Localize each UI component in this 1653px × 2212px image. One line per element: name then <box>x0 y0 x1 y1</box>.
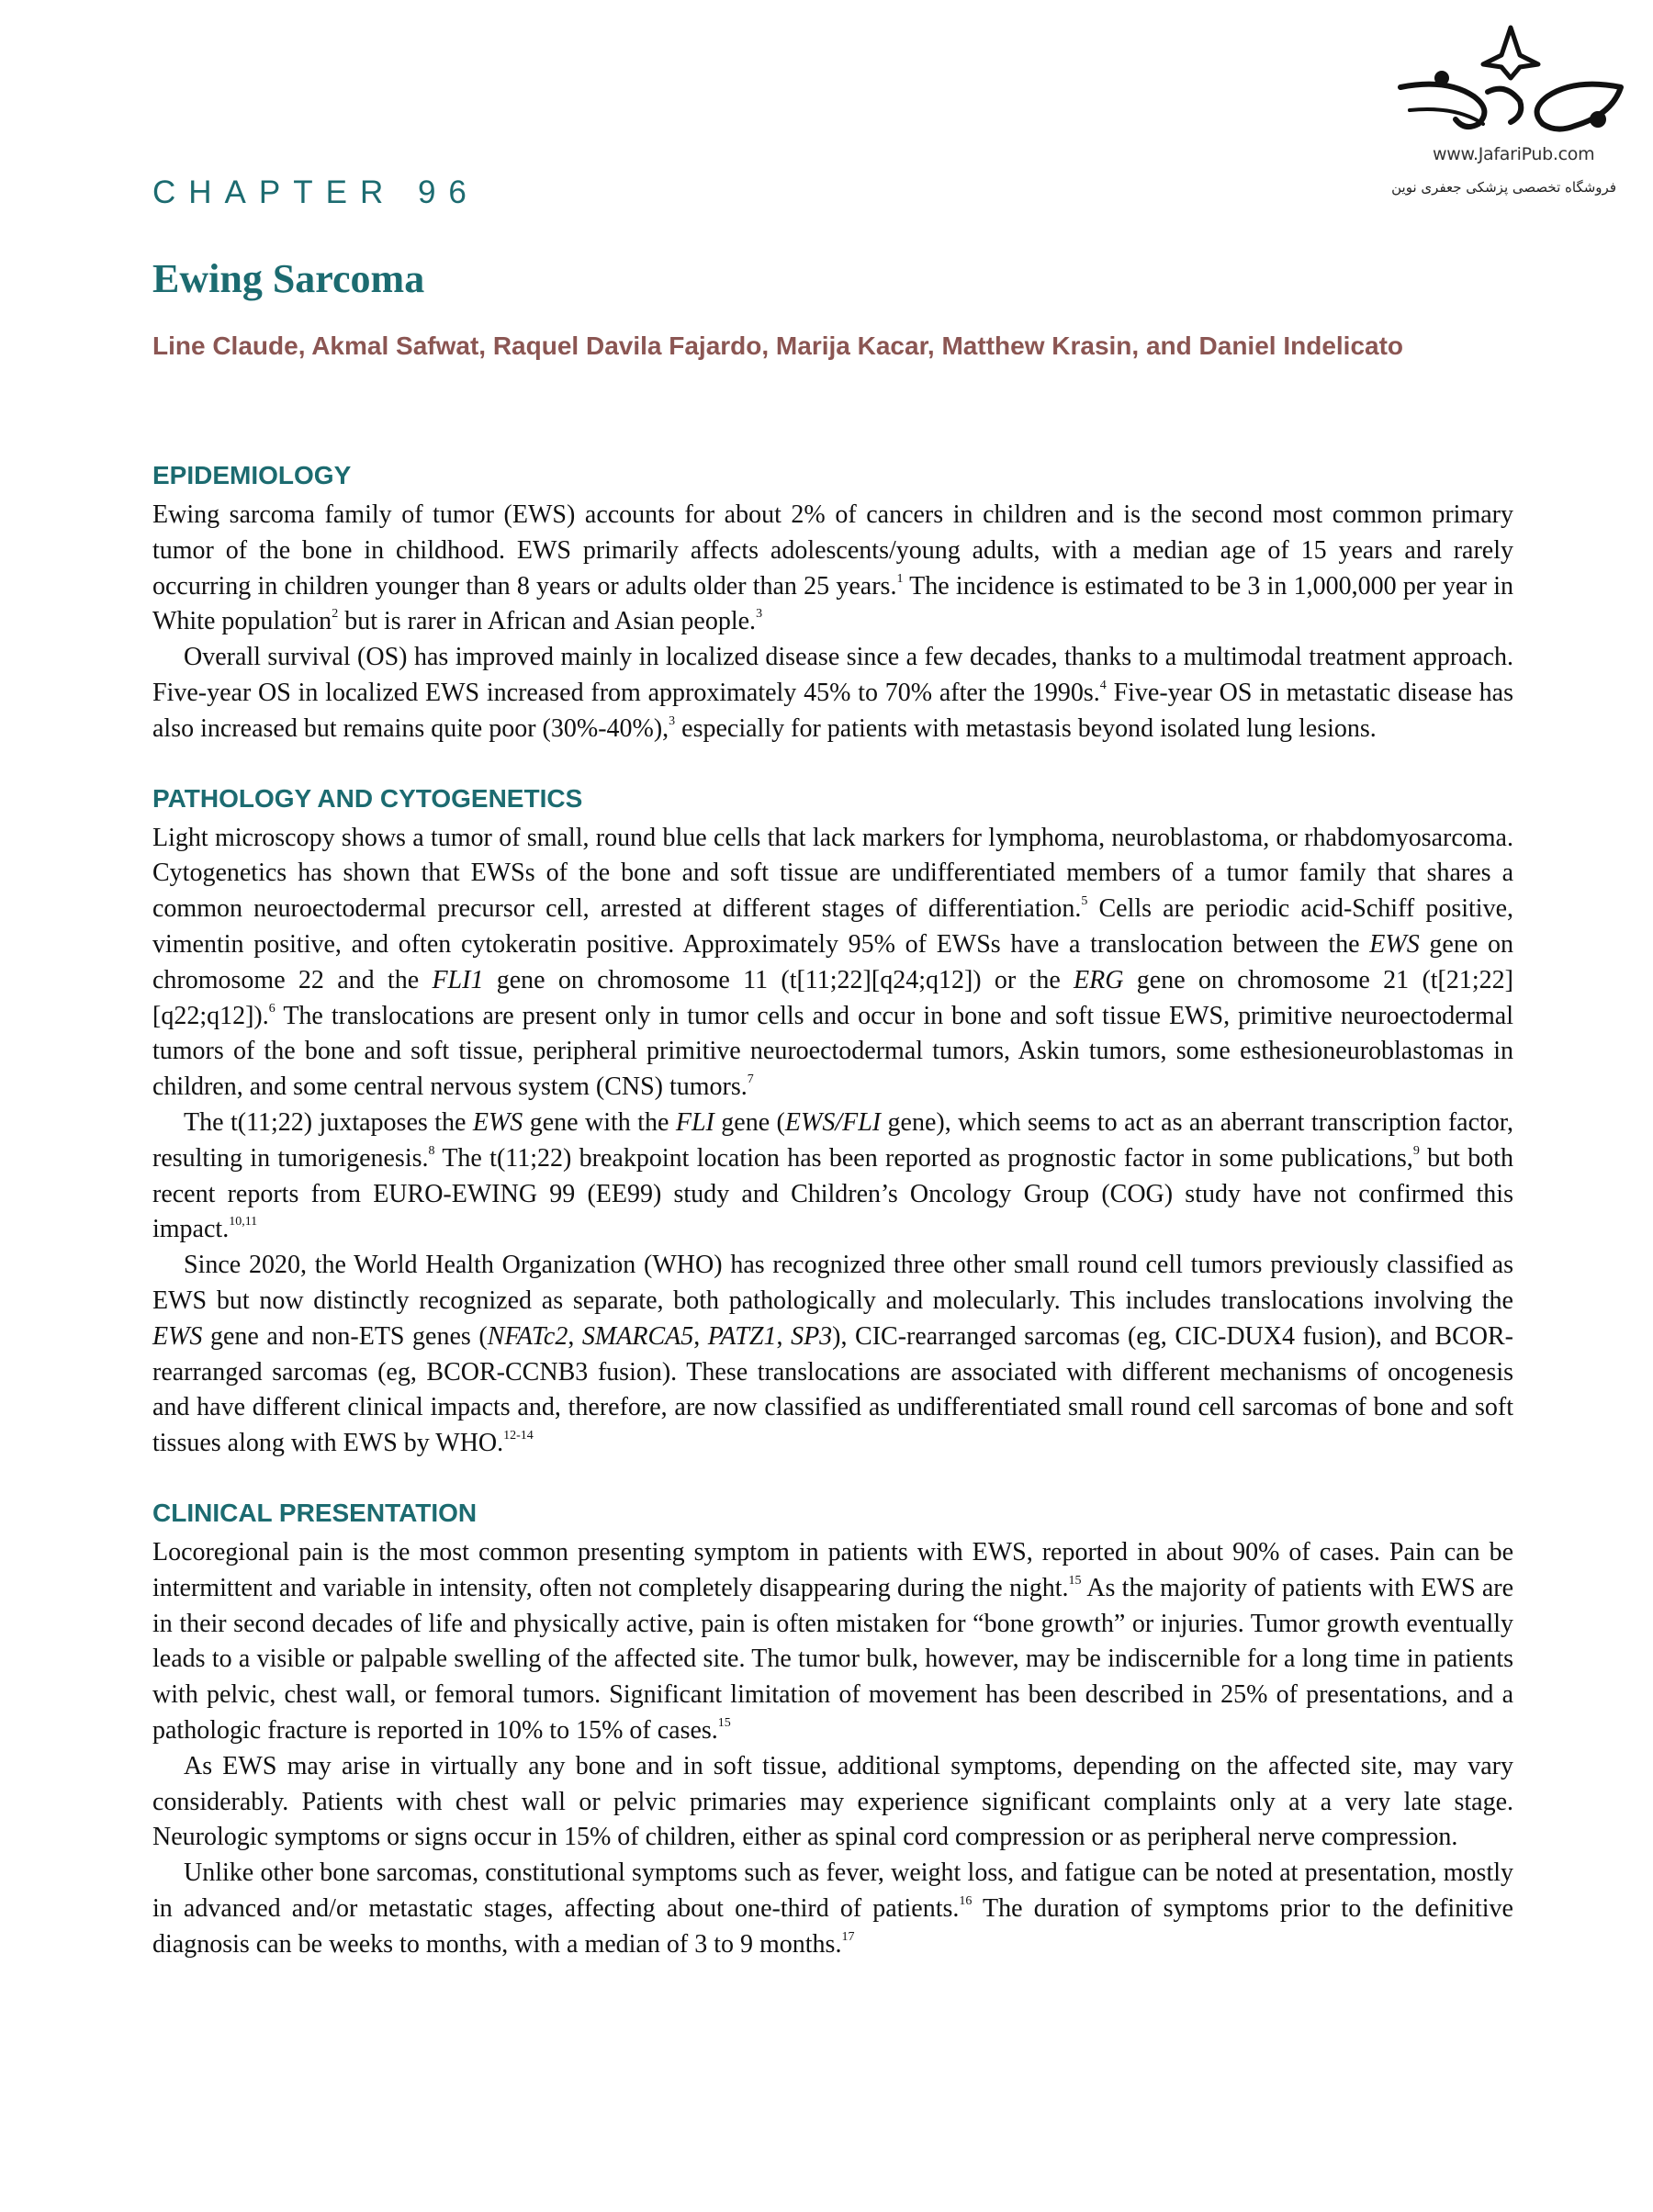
section-heading: EPIDEMIOLOGY <box>152 461 352 489</box>
citation-ref: 16 <box>959 1893 973 1908</box>
logo-url: www.JafariPub.com <box>1433 144 1595 164</box>
gene-name: FLI1 <box>432 965 484 994</box>
citation-ref: 5 <box>1081 894 1088 909</box>
section-epidemiology <box>152 459 1513 747</box>
gene-name: EWS <box>1369 929 1420 959</box>
paragraph: The t(11;22) juxtaposes the EWS gene with the FLI gene (EWS/FLI gene), which seems to act as an aberrant transcription factor, resulting in tumorigenesis.$^8$ The t(11;22) breakpoint location has been reported as prognostic factor in some publications,$^9$ but both recent reports from EURO-EWING 99 (EE99) study and Children’s Oncology Group (COG) study have not confirmed this impact.$^{10,11}$ <box>152 1107 1514 1244</box>
paragraph: Locoregional pain is the most common presenting symptom in patients with EWS, reported in about 90% of cases. Pain can be intermittent and variable in intensity, often not completely disappearing during the night.$^{15}$ As the majority of patients with EWS are in their second decades of life and physically active, pain is often mistaken for “bone growth” or injuries. Tumor growth eventually leads to a visible or palpable swelling of the affected site. The tumor bulk, however, may be indiscernible for a long time in patients with pelvic, chest wall, or femoral tumors. Significant limitation of movement has been described in 25% of presentations, and a pathologic fracture is reported in 10% to 15% of cases.$^{15}$ <box>152 1537 1513 1745</box>
citation-ref: 12-14 <box>503 1429 534 1443</box>
paragraph: Ewing sarcoma family of tumor (EWS) accounts for about 2% of cancers in children and is the second most common primary tumor of the bone in childhood. EWS primarily affects adolescents/young adults, with a median age of 15 years and rarely occurring in children younger than 8 years or adults older than 25 years.$^1$ The incidence is estimated to be 3 in 1,000,000 per year in White population$^2$ but is rarer in African and Asian people.$^3$ <box>152 500 1514 636</box>
logo-tagline: فروشگاه تخصصی پزشکی جعفری نوین <box>1391 179 1616 196</box>
gene-name: SP3 <box>791 1321 833 1351</box>
citation-ref: 4 <box>1099 678 1107 692</box>
section-clinical-presentation <box>152 1497 1513 1963</box>
citation-ref: 9 <box>1412 1143 1420 1158</box>
chapter-authors: Line Claude, Akmal Safwat, Raquel Davila Fajardo, Marija Kacar, Matthew Krasin, and Daniel Indelicato <box>152 331 1404 360</box>
gene-name: PATZ1 <box>707 1321 777 1351</box>
citation-ref: 7 <box>747 1072 754 1087</box>
gene-name: EWS <box>152 1321 203 1351</box>
paragraph: Since 2020, the World Health Organization (WHO) has recognized three other small round cell tumors previously classified as EWS but now distinctly recognized as separate, both pathologically and molecularly. This includes translocations involving the EWS gene and non-ETS genes (NFATc2, SMARCA5, PATZ1, SP3), CIC-rearranged sarcomas (eg, CIC-DUX4 fusion), and BCOR-rearranged sarcomas (eg, BCOR-CCNB3 fusion). These translocations are associated with different mechanisms of oncogenesis and have different clinical impacts and, therefore, are now classified as undifferentiated small round cell sarcomas of bone and soft tissues along with EWS by WHO.$^{12-14}$ <box>152 1251 1513 1458</box>
citation-ref: 3 <box>756 607 763 622</box>
citation-ref: 10,11 <box>229 1215 258 1230</box>
section-heading: CLINICAL PRESENTATION <box>152 1498 478 1527</box>
gene-name: EWS/FLI <box>784 1107 882 1137</box>
gene-name: SMARCA5 <box>581 1321 694 1351</box>
paragraph: As EWS may arise in virtually any bone and in soft tissue, additional symptoms, depending on the affected site, may vary considerably. Patients with chest wall or pelvic primaries may experience significant complaints only at a very late stage. Neurologic symptoms or signs occur in 15% of children, either as spinal cord compression or as peripheral nerve compression. <box>152 1751 1513 1852</box>
citation-ref: 8 <box>428 1143 435 1158</box>
citation-ref: 17 <box>841 1929 855 1944</box>
calligraphy-logo-icon <box>1391 23 1630 142</box>
citation-ref: 2 <box>332 607 339 622</box>
gene-name: ERG <box>1074 965 1124 994</box>
paragraph: Light microscopy shows a tumor of small, round blue cells that lack markers for lymphoma, neuroblastoma, or rhabdomyosarcoma. Cytogenetics has shown that EWSs of the bone and soft tissue are undifferentiated members of a tumor family that shares a common neuroectodermal precursor cell, arrested at different stages of differentiation.$^5$ Cells are periodic acid-Schiff positive, vimentin positive, and often cytokeratin positive. Approximately 95% of EWSs have a translocation between the EWS gene on chromosome 22 and the FLI1 gene on chromosome 11 (t[11;22][q24;q12]) or the ERG gene on chromosome 21 (t[21;22][q22;q12]).$^6$ The translocations are present only in tumor cells and occur in bone and soft tissue EWS, primitive neuroectodermal tumors of the bone and soft tissue, peripheral primitive neuroectodermal tumors, Askin tumors, some esthesioneuroblastomas in children, and some central nervous system (CNS) tumors.$^7$ <box>152 823 1513 1102</box>
gene-name: EWS <box>472 1107 523 1137</box>
section-heading: PATHOLOGY AND CYTOGENETICS <box>152 783 583 813</box>
gene-name: FLI <box>675 1107 714 1137</box>
citation-ref: 1 <box>896 571 904 586</box>
citation-ref: 15 <box>1068 1573 1082 1588</box>
section-pathology-and-cytogenetics <box>152 782 1513 1462</box>
paragraph: Overall survival (OS) has improved mainly in localized disease since a few decades, thanks to a multimodal treatment approach. Five-year OS in localized EWS increased from approximately 45% to 70% after the 1990s.$^4$ Five-year OS in metastatic disease has also increased but remains quite poor (30%-40%),$^3$ especially for patients with metastasis beyond isolated lung lesions. <box>152 643 1513 743</box>
citation-ref: 6 <box>268 1001 276 1016</box>
paragraph: Unlike other bone sarcomas, constitutional symptoms such as fever, weight loss, and fatigue can be noted at presentation, mostly in advanced and/or metastatic stages, affecting about one-third of patients.$^{16}$ The duration of symptoms prior to the definitive diagnosis can be weeks to months, with a median of 3 to 9 months.$^{17}$ <box>152 1858 1513 1959</box>
gene-name: NFATc2 <box>487 1321 568 1351</box>
publisher-logo <box>1378 23 1644 196</box>
citation-ref: 3 <box>669 713 676 728</box>
citation-ref: 15 <box>717 1715 731 1730</box>
chapter-body <box>152 459 1513 1997</box>
chapter-label: CHAPTER 96 <box>152 174 479 210</box>
chapter-title: Ewing Sarcoma <box>152 256 425 301</box>
